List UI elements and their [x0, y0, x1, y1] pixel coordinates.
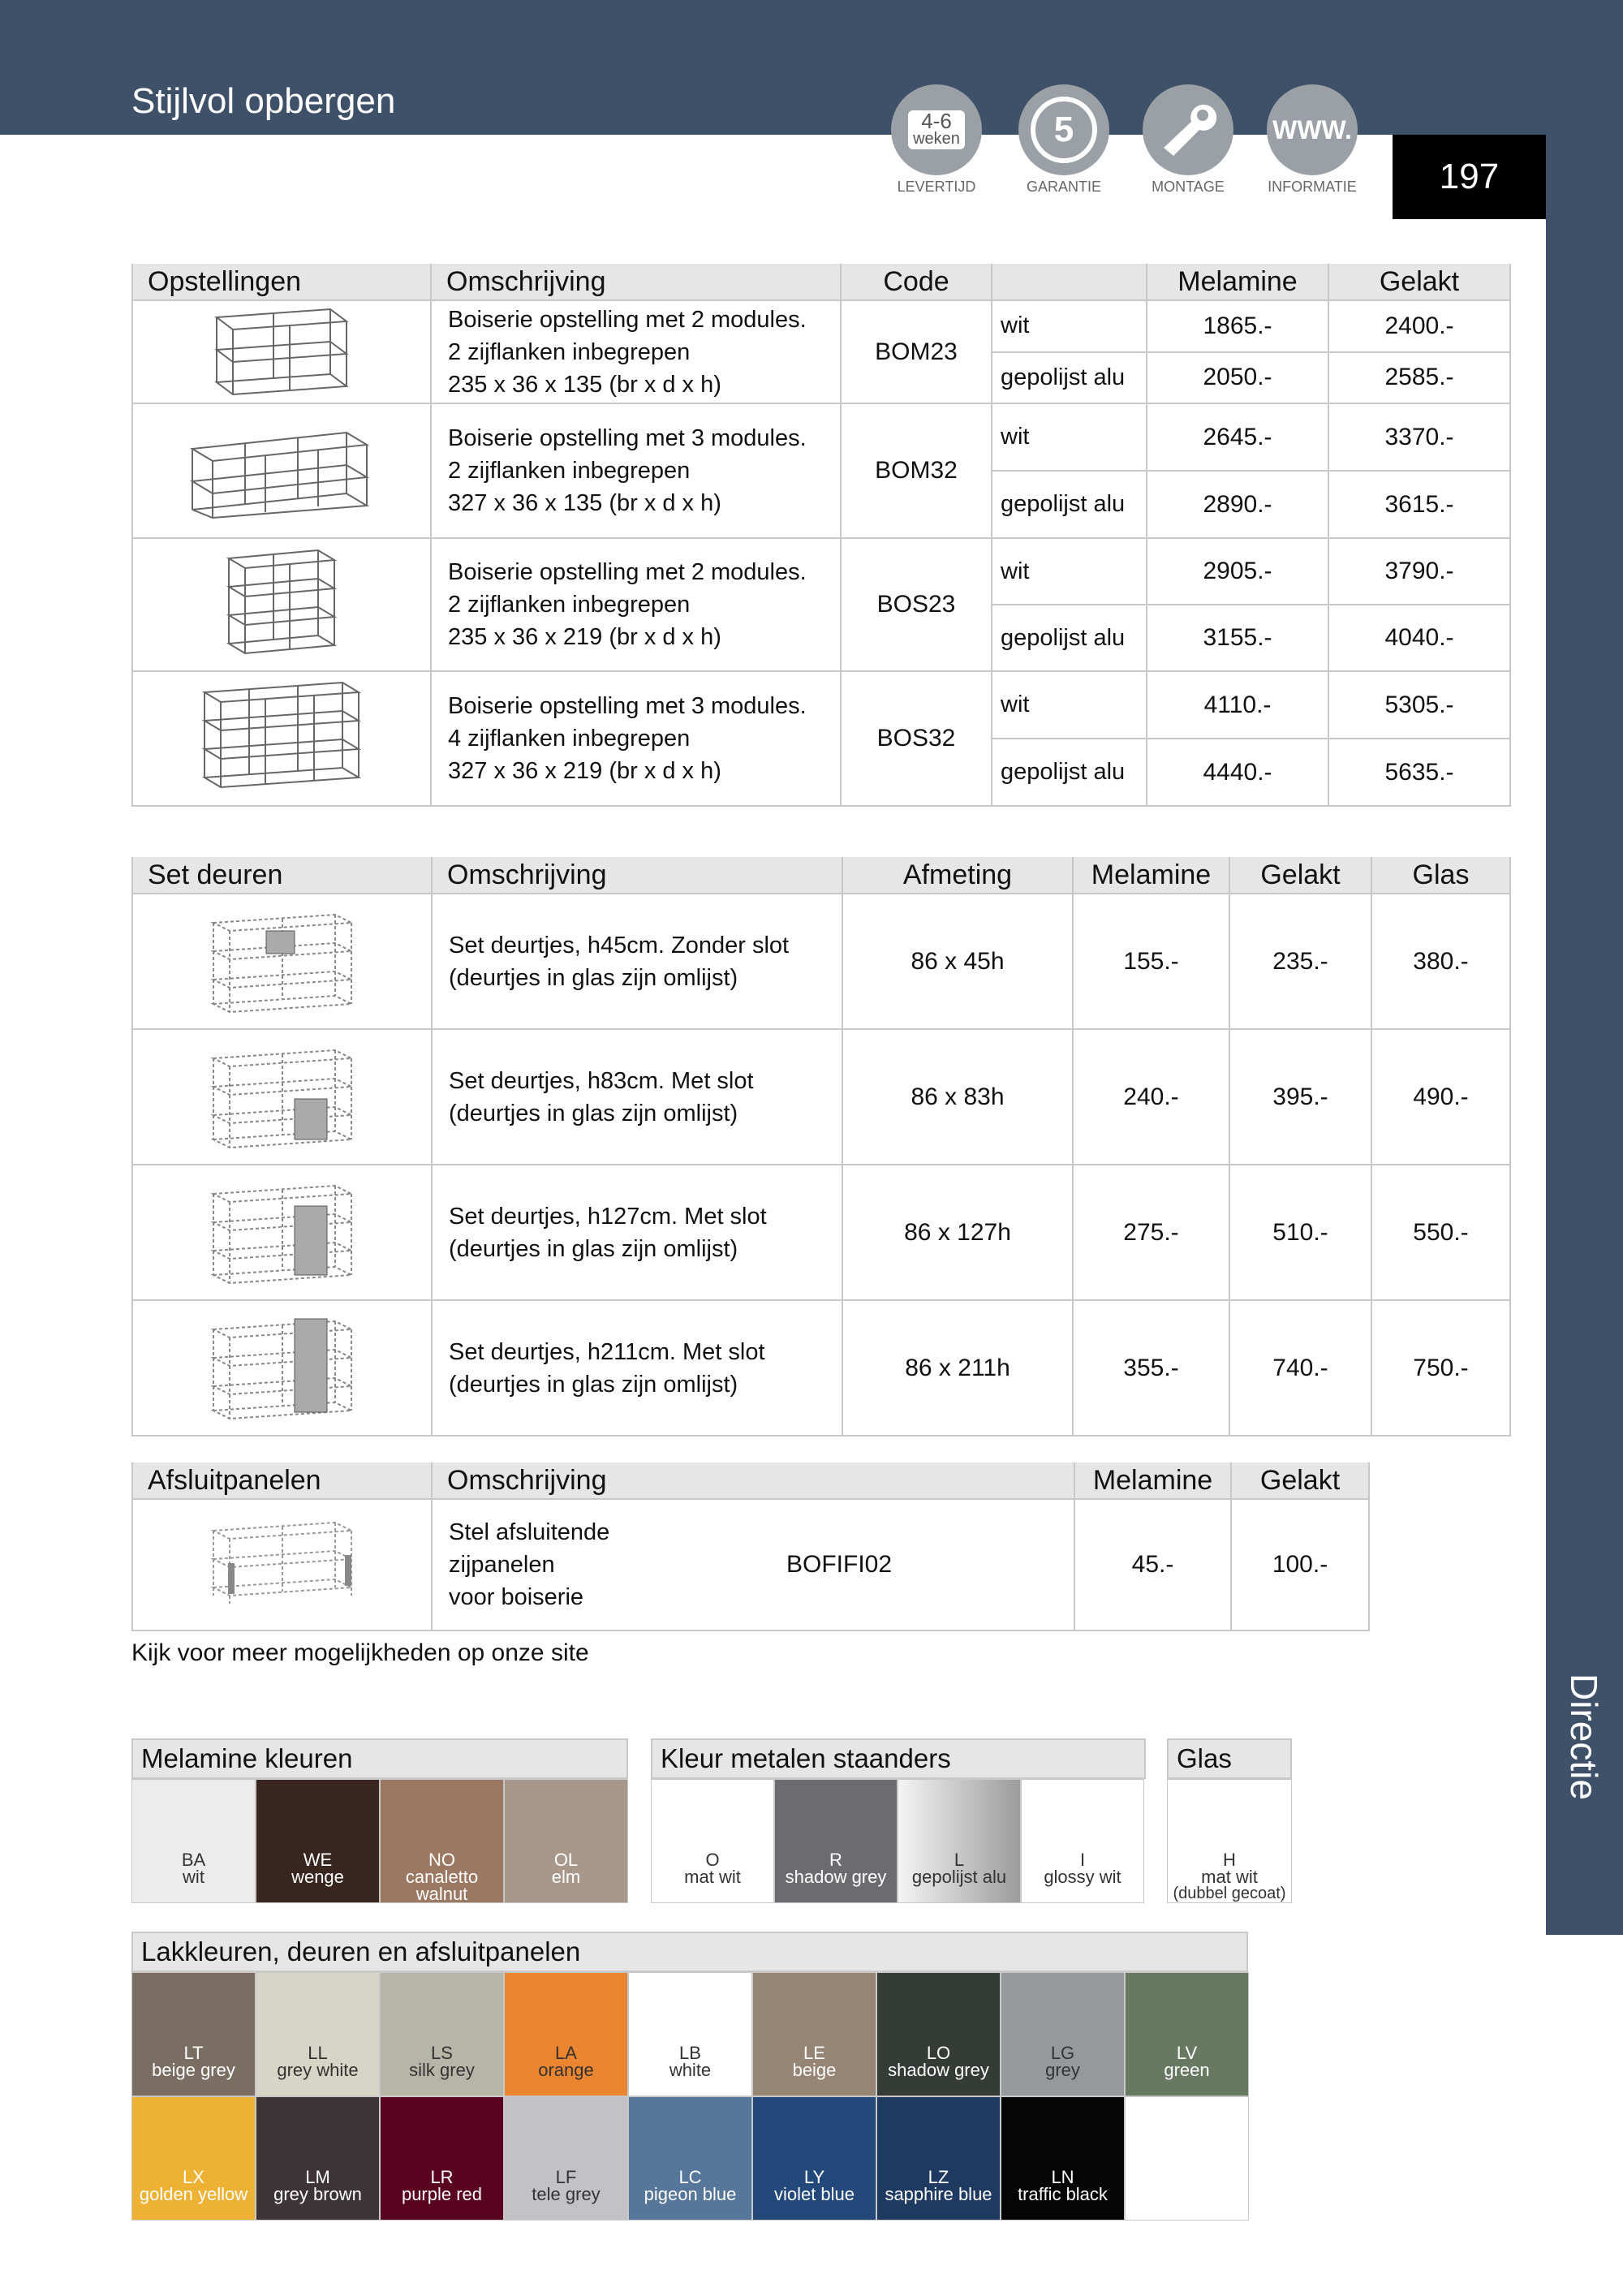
price-melamine: 275.-	[1073, 1165, 1229, 1300]
color-swatch-ll	[256, 1972, 380, 2096]
column-header: Gelakt	[1231, 1462, 1369, 1499]
color-swatch-ly	[752, 2096, 876, 2221]
price-gelakt: 5305.-	[1328, 671, 1510, 739]
icon-label-levertijd: LEVERTIJD	[897, 179, 976, 195]
icon-label-garantie: GARANTIE	[1026, 179, 1101, 195]
color-swatch-lf	[504, 2096, 628, 2221]
price-melamine: 4110.-	[1147, 671, 1328, 739]
description-cell: Set deurtjes, h83cm. Met slot (deurtjes in glas zijn omlijst)	[432, 1029, 842, 1165]
description-cell: Set deurtjes, h211cm. Met slot (deurtjes in glas zijn omlijst)	[432, 1300, 842, 1436]
description-cell: Set deurtjes, h45cm. Zonder slot (deurtjes in glas zijn omlijst)	[432, 894, 842, 1029]
page-number: 197	[1393, 135, 1546, 219]
table-header	[132, 264, 1510, 300]
shelf-thumbnail	[132, 300, 431, 403]
column-header: Gelakt	[1229, 857, 1371, 894]
swatch-name: pigeon blue	[644, 2184, 737, 2204]
color-swatch-la	[504, 1972, 628, 2096]
swatch-name: mat wit	[1201, 1867, 1258, 1887]
table-row	[132, 403, 1510, 471]
variant-label: wit	[992, 671, 1147, 739]
swatch-code: LG	[1050, 2043, 1075, 2063]
price-melamine: 1865.-	[1147, 300, 1328, 352]
price-gelakt: 3790.-	[1328, 538, 1510, 605]
color-swatch-lo	[876, 1972, 1001, 2096]
swatch-name: beige grey	[152, 2060, 235, 2080]
variant-label: wit	[992, 300, 1147, 352]
column-header: Omschrijving	[432, 857, 842, 894]
swatch-name: traffic black	[1018, 2184, 1108, 2204]
description-cell: Boiserie opstelling met 3 modules. 4 zijflanken inbegrepen 327 x 36 x 219 (br x d x h)	[431, 671, 841, 806]
color-swatch-ln	[1001, 2096, 1125, 2221]
warranty-icon: 5	[1018, 84, 1109, 175]
price-melamine: 2050.-	[1147, 352, 1328, 404]
column-header: Afmeting	[842, 857, 1073, 894]
price-gelakt: 100.-	[1231, 1499, 1369, 1630]
color-swatch-lr	[380, 2096, 504, 2221]
melamine-colors-title: Melamine kleuren	[131, 1738, 628, 1779]
price-melamine: 45.-	[1074, 1499, 1231, 1630]
opstellingen-table	[131, 264, 1511, 807]
column-header: Omschrijving	[432, 1462, 1074, 1499]
swatch-code: LF	[555, 2167, 577, 2187]
color-swatch-i	[1021, 1779, 1144, 1903]
color-swatch-no	[380, 1779, 504, 1903]
section-sidebar	[1546, 135, 1623, 1935]
swatch-name: wenge	[291, 1867, 344, 1887]
color-swatch-l	[898, 1779, 1021, 1903]
variant-label: wit	[992, 403, 1147, 471]
column-header	[992, 264, 1147, 300]
color-swatch-r	[774, 1779, 898, 1903]
variant-label: gepolijst alu	[992, 471, 1147, 538]
door-thumbnail	[132, 894, 432, 1029]
price-melamine: 240.-	[1073, 1029, 1229, 1165]
website-note: Kijk voor meer mogelijkheden op onze site	[131, 1639, 589, 1666]
swatch-code: WE	[303, 1850, 333, 1870]
swatch-code: LS	[431, 2043, 453, 2063]
swatch-code: LC	[678, 2167, 702, 2187]
door-thumbnail	[132, 1029, 432, 1165]
swatch-name: elm	[551, 1867, 581, 1887]
color-swatch-o	[651, 1779, 774, 1903]
column-header: Code	[841, 264, 992, 300]
color-swatch-lz	[876, 2096, 1001, 2221]
swatch-code: I	[1079, 1850, 1086, 1870]
variant-label: gepolijst alu	[992, 352, 1147, 404]
swatch-code: LT	[183, 2043, 204, 2063]
variant-label: gepolijst alu	[992, 605, 1147, 671]
swatch-code: LV	[1176, 2043, 1198, 2063]
table-header	[132, 1462, 1369, 1499]
color-swatch-lc	[628, 2096, 752, 2221]
color-swatch-lt	[131, 1972, 256, 2096]
code-cell: BOS32	[841, 671, 992, 806]
size-cell: 86 x 127h	[842, 1165, 1073, 1300]
price-melamine: 2645.-	[1147, 403, 1328, 471]
price-gelakt: 3615.-	[1328, 471, 1510, 538]
code-cell: BOFIFI02	[685, 1499, 1074, 1630]
swatch-name: white	[669, 2060, 712, 2080]
swatch-code: OL	[553, 1850, 579, 1870]
table-row	[132, 300, 1510, 352]
code-cell: BOS23	[841, 538, 992, 671]
table-row	[132, 1300, 1510, 1436]
glas-colors-title: Glas	[1167, 1738, 1292, 1779]
swatch-name: beige	[792, 2060, 837, 2080]
column-header: Melamine	[1147, 264, 1328, 300]
swatch-code: NO	[428, 1850, 455, 1870]
variant-label: gepolijst alu	[992, 739, 1147, 806]
swatch-name: glossy wit	[1044, 1867, 1121, 1887]
swatch-code: LR	[430, 2167, 454, 2187]
icon-label-montage: MONTAGE	[1152, 179, 1225, 195]
wrench-icon	[1143, 84, 1233, 175]
staanders-colors-title: Kleur metalen staanders	[651, 1738, 1146, 1779]
swatch-name: purple red	[401, 2184, 483, 2204]
swatch-name: shadow grey	[888, 2060, 989, 2080]
swatch-code: LX	[183, 2167, 204, 2187]
swatch-name: wit	[183, 1867, 204, 1887]
swatch-name: shadow grey	[785, 1867, 887, 1887]
price-glas: 380.-	[1371, 894, 1510, 1029]
swatch-code: LZ	[928, 2167, 949, 2187]
color-swatch-ba	[131, 1779, 256, 1903]
price-gelakt: 740.-	[1229, 1300, 1371, 1436]
price-gelakt: 4040.-	[1328, 605, 1510, 671]
column-header: Melamine	[1074, 1462, 1231, 1499]
swatch-name: silk grey	[409, 2060, 475, 2080]
table-row	[132, 1165, 1510, 1300]
table-row	[132, 538, 1510, 605]
icon-label-informatie: INFORMATIE	[1268, 179, 1357, 195]
swatch-name: violet blue	[773, 2184, 855, 2204]
table-row	[132, 1499, 1369, 1630]
price-gelakt: 3370.-	[1328, 403, 1510, 471]
swatch-name: golden yellow	[139, 2184, 248, 2204]
swatch-name: orange	[538, 2060, 594, 2080]
color-swatch-ol	[504, 1779, 628, 1903]
code-cell: BOM32	[841, 403, 992, 538]
description-cell: Boiserie opstelling met 3 modules. 2 zijflanken inbegrepen 327 x 36 x 135 (br x d x h)	[431, 403, 841, 538]
size-cell: 86 x 45h	[842, 894, 1073, 1029]
swatch-name: green	[1164, 2060, 1210, 2080]
price-melamine: 155.-	[1073, 894, 1229, 1029]
description-cell: Set deurtjes, h127cm. Met slot (deurtjes in glas zijn omlijst)	[432, 1165, 842, 1300]
price-gelakt: 510.-	[1229, 1165, 1371, 1300]
swatch-code: LO	[926, 2043, 951, 2063]
swatch-code: R	[829, 1850, 842, 1870]
swatch-code: L	[954, 1850, 965, 1870]
color-swatch-lv	[1125, 1972, 1249, 2096]
price-gelakt: 395.-	[1229, 1029, 1371, 1165]
price-glas: 550.-	[1371, 1165, 1510, 1300]
column-header: Omschrijving	[431, 264, 841, 300]
swatch-code: LB	[679, 2043, 701, 2063]
www-icon: WWW.	[1267, 84, 1358, 175]
color-swatch-ls	[380, 1972, 504, 2096]
swatch-name: grey white	[277, 2060, 359, 2080]
swatch-name: tele grey	[532, 2184, 601, 2204]
color-swatch-lm	[256, 2096, 380, 2221]
table-row	[132, 671, 1510, 739]
table-row	[132, 1029, 1510, 1165]
swatch-name: grey	[1045, 2060, 1080, 2080]
price-melamine: 355.-	[1073, 1300, 1229, 1436]
price-gelakt: 235.-	[1229, 894, 1371, 1029]
code-cell: BOM23	[841, 300, 992, 403]
door-thumbnail	[132, 1165, 432, 1300]
swatch-code: LN	[1051, 2167, 1074, 2187]
column-header: Afsluitpanelen	[132, 1462, 432, 1499]
description-cell: Stel afsluitende zijpanelen voor boiserie	[432, 1499, 685, 1630]
description-cell: Boiserie opstelling met 2 modules. 2 zijflanken inbegrepen 235 x 36 x 135 (br x d x h)	[431, 300, 841, 403]
panel-thumbnail	[132, 1499, 432, 1630]
swatch-note: (dubbel gecoat)	[1173, 1885, 1286, 1902]
shelf-thumbnail	[132, 671, 431, 806]
size-cell: 86 x 83h	[842, 1029, 1073, 1165]
price-glas: 750.-	[1371, 1300, 1510, 1436]
swatch-name: mat wit	[684, 1867, 741, 1887]
price-gelakt: 2585.-	[1328, 352, 1510, 404]
swatch-name: canaletto walnut	[405, 1867, 479, 1904]
price-gelakt: 2400.-	[1328, 300, 1510, 352]
price-melamine: 2890.-	[1147, 471, 1328, 538]
panelen-table	[131, 1462, 1370, 1631]
lak-colors-title: Lakkleuren, deuren en afsluitpanelen	[131, 1932, 1248, 1972]
page-title: Stijlvol opbergen	[131, 81, 396, 121]
swatch-code: LM	[305, 2167, 330, 2187]
color-swatch-lg	[1001, 1972, 1125, 2096]
swatch-code: LL	[308, 2043, 328, 2063]
swatch-name: sapphire blue	[885, 2184, 992, 2204]
section-label: Directie	[1563, 1674, 1605, 1800]
truck-icon: 4-6 weken	[891, 84, 982, 175]
door-thumbnail	[132, 1300, 432, 1436]
color-swatch-lb	[628, 1972, 752, 2096]
price-melamine: 2905.-	[1147, 538, 1328, 605]
table-header	[132, 857, 1510, 894]
description-cell: Boiserie opstelling met 2 modules. 2 zijflanken inbegrepen 235 x 36 x 219 (br x d x h)	[431, 538, 841, 671]
column-header: Gelakt	[1328, 264, 1510, 300]
swatch-code: LA	[555, 2043, 577, 2063]
empty-swatch-cell	[1125, 2096, 1249, 2221]
column-header: Opstellingen	[132, 264, 431, 300]
color-swatch-h	[1167, 1779, 1292, 1903]
color-swatch-le	[752, 1972, 876, 2096]
swatch-name: gepolijst alu	[911, 1867, 1007, 1887]
price-melamine: 4440.-	[1147, 739, 1328, 806]
deuren-table	[131, 857, 1511, 1437]
swatch-code: LE	[803, 2043, 825, 2063]
price-melamine: 3155.-	[1147, 605, 1328, 671]
column-header: Set deuren	[132, 857, 432, 894]
column-header: Glas	[1371, 857, 1510, 894]
table-row	[132, 894, 1510, 1029]
price-gelakt: 5635.-	[1328, 739, 1510, 806]
price-glas: 490.-	[1371, 1029, 1510, 1165]
swatch-code: H	[1223, 1850, 1236, 1870]
shelf-thumbnail	[132, 538, 431, 671]
column-header: Melamine	[1073, 857, 1229, 894]
swatch-code: LY	[803, 2167, 825, 2187]
color-swatch-we	[256, 1779, 380, 1903]
size-cell: 86 x 211h	[842, 1300, 1073, 1436]
swatch-code: BA	[181, 1850, 206, 1870]
swatch-code: O	[705, 1850, 720, 1870]
shelf-thumbnail	[132, 403, 431, 538]
variant-label: wit	[992, 538, 1147, 605]
color-swatch-lx	[131, 2096, 256, 2221]
swatch-name: grey brown	[273, 2184, 362, 2204]
